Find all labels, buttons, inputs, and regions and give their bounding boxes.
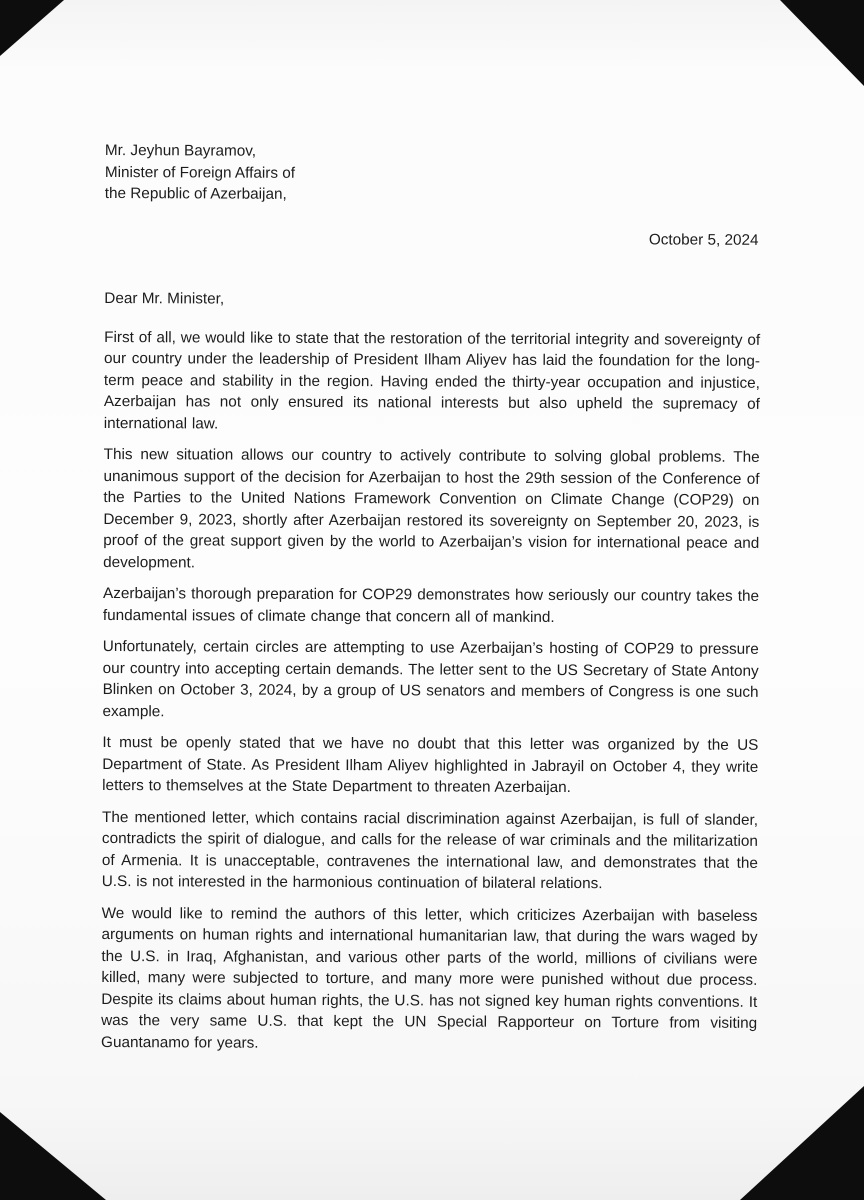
salutation: Dear Mr. Minister, bbox=[104, 289, 225, 308]
recipient-line: Minister of Foreign Affairs of bbox=[104, 163, 296, 182]
recipient-line: the Republic of Azerbaijan, bbox=[104, 184, 287, 203]
paragraph-5: It must be openly stated that we have no doubt that this letter was organized by the US Department of State. As President Ilham Aliyev highlighted in Jabrayil on October 4, they write letters to themselves at the State Department to threaten Azerbaijan. bbox=[102, 733, 759, 797]
paragraph-2: This new situation allows our country to actively contribute to solving global problems. The unanimous support of the decision for Azerbaijan to host the 29th session of the Conference of the Parties to the United Nations Framework Convention on Climate Change (COP29) on December 9, 2023, shortly after Azerbaijan restored its sovereignty on September 20, 2023, is proof of the great support given by the world to Azerbaijan’s vision for international peace and development. bbox=[103, 445, 760, 571]
paragraph-3: Azerbaijan’s thorough preparation for COP29 demonstrates how seriously our country takes the fundamental issues of climate change that concern all of mankind. bbox=[102, 584, 760, 626]
paragraph-1: First of all, we would like to state that the restoration of the territorial integrity and sovereignty of our country under the leadership of President Ilham Aliyev has laid the foundation for the long-term peace and stability in the region. Having ended the thirty-year occupation and injustice, Azerbaijan has not only ensured its national interests but also upheld the supremacy of international law. bbox=[103, 328, 761, 432]
recipient-line: Mr. Jeyhun Bayramov, bbox=[104, 141, 257, 160]
paragraph-4: Unfortunately, certain circles are attempting to use Azerbaijan’s hosting of COP29 to pressure our country into accepting certain demands. The letter sent to the US Secretary of State Antony Blinken on October 3, 2024, by a group of US senators and members of Congress is one such example. bbox=[102, 637, 759, 720]
paragraph-6: The mentioned letter, which contains racial discrimination against Azerbaijan, is full of slander, contradicts the spirit of dialogue, and calls for the release of war criminals and the militarization of Armenia. It is unacceptable, contravenes the international law, and demonstrates that the U.S. is not interested in the harmonious continuation of bilateral relations. bbox=[101, 808, 759, 893]
paragraph-7: We would like to remind the authors of this letter, which criticizes Azerbaijan with baseless arguments on human rights and international humanitarian law, that during the wars waged by the U.S. in Iraq, Afghanistan, and various other parts of the world, millions of civilians were killed, many were subjected to torture, and many more were punished without due process. Despite its claims about human rights, the U.S. has not signed key human rights conventions. It was the very same U.S. that kept the UN Special Rapporteur on Torture from visiting Guantanamo for years. bbox=[101, 904, 758, 1052]
recipient-block bbox=[105, 140, 761, 207]
letter-date: October 5, 2024 bbox=[648, 230, 759, 249]
letter-content bbox=[101, 140, 761, 1066]
